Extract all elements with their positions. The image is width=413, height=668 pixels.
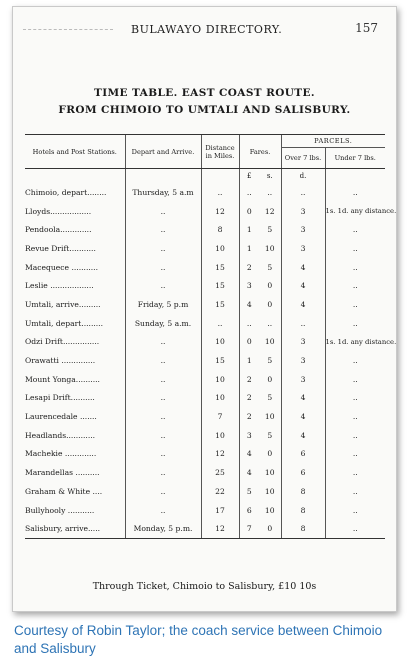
fare-pounds: 7 xyxy=(239,519,259,538)
parcel-under-7lbs: .. xyxy=(325,445,385,464)
depart-time: .. xyxy=(125,202,201,221)
distance-miles: .. xyxy=(201,314,239,333)
timetable-subtitle: FROM CHIMOIO TO UMTALI AND SALISBURY. xyxy=(58,104,351,116)
distance-miles: 12 xyxy=(201,445,239,464)
table-row xyxy=(25,276,385,295)
depart-time: .. xyxy=(125,482,201,501)
parcel-over-7lbs: 6 xyxy=(281,463,325,482)
table-row xyxy=(25,519,385,538)
fare-shillings: 10 xyxy=(264,243,275,253)
distance-miles: 12 xyxy=(201,202,239,221)
fare-shillings: 0 xyxy=(267,449,273,459)
table-row xyxy=(25,482,385,501)
fare-pounds: 0 xyxy=(239,202,259,221)
depart-time: .. xyxy=(125,407,201,426)
col-distance: Distance in Miles. xyxy=(201,135,239,169)
distance-miles: 17 xyxy=(201,501,239,520)
parcel-over-7lbs: 3 xyxy=(281,202,325,221)
parcel-under-7lbs: .. xyxy=(325,389,385,408)
fare-pounds: 1 xyxy=(239,239,259,258)
scanned-page xyxy=(12,6,397,612)
table-row xyxy=(25,351,385,370)
parcel-over-7lbs: 3 xyxy=(281,220,325,239)
parcel-under-7lbs: .. xyxy=(325,407,385,426)
fare-shillings: 5 xyxy=(267,430,273,440)
fare-pounds: 0 xyxy=(239,333,259,352)
depart-time: .. xyxy=(125,389,201,408)
col-under7: Under 7 lbs. xyxy=(325,148,385,169)
station-name: Salisbury, arrive..... xyxy=(25,519,125,538)
table-row xyxy=(25,220,385,239)
depart-time: .. xyxy=(125,333,201,352)
fare-pounds: 5 xyxy=(239,482,259,501)
fare-pounds: 3 xyxy=(239,426,259,445)
fare-pounds: 2 xyxy=(239,407,259,426)
image-caption: Courtesy of Robin Taylor; the coach service between Chimoio and Salisbury xyxy=(14,623,383,656)
station-name: Lloyds................. xyxy=(25,206,92,216)
depart-time: Monday, 5 p.m. xyxy=(125,519,201,538)
distance-miles: 10 xyxy=(201,370,239,389)
fare-shillings: 10 xyxy=(264,468,275,478)
fare-shillings: 10 xyxy=(264,505,275,515)
fare-pounds: 1 xyxy=(239,220,259,239)
depart-time: .. xyxy=(125,445,201,464)
table-row xyxy=(25,258,385,277)
fare-shillings: 5 xyxy=(267,393,273,403)
table-row xyxy=(25,239,385,258)
fare-shillings: 0 xyxy=(267,374,273,384)
table-row xyxy=(25,314,385,333)
station-name: Umtali, depart......... xyxy=(25,318,104,328)
depart-time: .. xyxy=(125,276,201,295)
parcel-over-7lbs: 4 xyxy=(281,295,325,314)
distance-miles: 15 xyxy=(201,351,239,370)
col-over7: Over 7 lbs. xyxy=(281,148,325,169)
station-name: Chimoio, depart........ xyxy=(25,187,107,197)
parcel-under-7lbs: .. xyxy=(325,482,385,501)
depart-time: .. xyxy=(125,351,201,370)
distance-miles: 10 xyxy=(201,389,239,408)
table-row xyxy=(25,389,385,408)
distance-miles: .. xyxy=(201,183,239,202)
col-parcels: PARCELS. xyxy=(281,135,385,148)
parcel-under-7lbs: .. xyxy=(325,276,385,295)
parcel-over-7lbs: 8 xyxy=(281,482,325,501)
distance-miles: 10 xyxy=(201,333,239,352)
depart-time: .. xyxy=(125,220,201,239)
fare-shillings: 5 xyxy=(267,356,273,366)
parcel-over-7lbs: 4 xyxy=(281,276,325,295)
fare-pounds: 2 xyxy=(239,389,259,408)
parcel-under-7lbs: .. xyxy=(325,183,385,202)
fare-pounds: 4 xyxy=(239,445,259,464)
parcel-under-7lbs: .. xyxy=(325,501,385,520)
fare-shillings: 12 xyxy=(264,206,275,216)
depart-time: .. xyxy=(125,426,201,445)
parcel-over-7lbs: 4 xyxy=(281,258,325,277)
distance-miles: 10 xyxy=(201,239,239,258)
fare-shillings: 5 xyxy=(267,225,273,235)
depart-time: Thursday, 5 a.m xyxy=(125,183,201,202)
depart-time: .. xyxy=(125,239,201,258)
fare-shillings: .. xyxy=(267,318,273,328)
table-row xyxy=(25,501,385,520)
parcel-under-7lbs: 1s. 1d. any distance. xyxy=(325,202,385,221)
parcel-over-7lbs: 8 xyxy=(281,519,325,538)
fare-pounds: 1 xyxy=(239,351,259,370)
distance-miles: 15 xyxy=(201,276,239,295)
station-name: Pendoola............. xyxy=(25,225,92,235)
table-row xyxy=(25,407,385,426)
col-fares: Fares. xyxy=(239,135,281,169)
station-name: Revue Drift........... xyxy=(25,243,96,253)
fare-pounds: 2 xyxy=(239,370,259,389)
depart-time: .. xyxy=(125,258,201,277)
table-row xyxy=(25,426,385,445)
station-name: Headlands............ xyxy=(25,430,96,440)
parcel-under-7lbs: .. xyxy=(325,314,385,333)
table-row xyxy=(25,183,385,202)
depart-time: .. xyxy=(125,463,201,482)
parcel-over-7lbs: 6 xyxy=(281,445,325,464)
table-row xyxy=(25,463,385,482)
parcel-under-7lbs: .. xyxy=(325,295,385,314)
station-name: Umtali, arrive......... xyxy=(25,299,101,309)
fare-pounds: 6 xyxy=(239,501,259,520)
col-depart: Depart and Arrive. xyxy=(125,135,201,169)
fare-pounds: .. xyxy=(239,183,259,202)
header-smudge xyxy=(23,29,113,31)
table-row xyxy=(25,445,385,464)
parcel-over-7lbs: 3 xyxy=(281,333,325,352)
station-name: Laurencedale ....... xyxy=(25,412,97,422)
fare-shillings: 5 xyxy=(267,262,273,272)
parcel-under-7lbs: .. xyxy=(325,351,385,370)
page-header xyxy=(13,23,396,43)
parcel-over-7lbs: .. xyxy=(281,314,325,333)
depart-time: Friday, 5 p.m xyxy=(125,295,201,314)
table-row xyxy=(25,333,385,352)
parcel-under-7lbs: .. xyxy=(325,220,385,239)
station-name: Odzi Drift............... xyxy=(25,337,100,347)
station-name: Leslie .................. xyxy=(25,281,94,291)
table-row xyxy=(25,202,385,221)
depart-time: .. xyxy=(125,501,201,520)
fare-shillings: 10 xyxy=(264,337,275,347)
station-name: Graham & White .... xyxy=(25,486,103,496)
station-name: Macequece ........... xyxy=(25,262,99,272)
col-stations: Hotels and Post Stations. xyxy=(25,135,125,169)
parcel-over-7lbs: 4 xyxy=(281,426,325,445)
parcel-under-7lbs: .. xyxy=(325,258,385,277)
fare-pounds: 4 xyxy=(239,295,259,314)
distance-miles: 7 xyxy=(201,407,239,426)
distance-miles: 22 xyxy=(201,482,239,501)
distance-miles: 10 xyxy=(201,426,239,445)
station-name: Orawatti .............. xyxy=(25,356,96,366)
station-name: Bullyhooly ........... xyxy=(25,505,95,515)
parcel-over-7lbs: .. xyxy=(281,183,325,202)
parcel-under-7lbs: .. xyxy=(325,426,385,445)
parcel-over-7lbs: 4 xyxy=(281,407,325,426)
fare-shillings: 10 xyxy=(264,412,275,422)
depart-time: Sunday, 5 a.m. xyxy=(125,314,201,333)
distance-miles: 25 xyxy=(201,463,239,482)
header-row xyxy=(25,135,385,148)
parcel-over-7lbs: 3 xyxy=(281,239,325,258)
distance-miles: 15 xyxy=(201,295,239,314)
distance-miles: 15 xyxy=(201,258,239,277)
parcel-under-7lbs: .. xyxy=(325,463,385,482)
fare-shillings: .. xyxy=(267,187,273,197)
through-ticket-note: Through Ticket, Chimoio to Salisbury, £10 10s xyxy=(92,581,317,592)
fare-pounds: 2 xyxy=(239,258,259,277)
fare-pounds: .. xyxy=(239,314,259,333)
unit-shillings: s. xyxy=(266,172,273,180)
parcel-over-7lbs: 8 xyxy=(281,501,325,520)
table-row xyxy=(25,370,385,389)
fare-shillings: 0 xyxy=(259,519,281,538)
distance-miles: 12 xyxy=(201,519,239,538)
parcel-under-7lbs: 1s. 1d. any distance. xyxy=(325,333,385,352)
unit-pounds: £ xyxy=(239,169,259,184)
parcel-over-7lbs: 3 xyxy=(281,370,325,389)
fare-shillings: 10 xyxy=(264,486,275,496)
station-name: Marandellas .......... xyxy=(25,468,100,478)
header-title: BULAWAYO DIRECTORY. xyxy=(131,23,283,36)
fare-shillings: 0 xyxy=(267,281,273,291)
units-row xyxy=(25,169,385,184)
parcel-under-7lbs: .. xyxy=(325,239,385,258)
page-number: 157 xyxy=(355,21,378,35)
fare-pounds: 4 xyxy=(239,463,259,482)
distance-miles: 8 xyxy=(201,220,239,239)
unit-pence: d. xyxy=(281,169,325,184)
parcel-under-7lbs: .. xyxy=(325,519,385,538)
parcel-over-7lbs: 4 xyxy=(281,389,325,408)
timetable-title: TIME TABLE. EAST COAST ROUTE. xyxy=(94,87,315,99)
station-name: Mount Yonga.......... xyxy=(25,374,100,384)
parcel-over-7lbs: 3 xyxy=(281,351,325,370)
depart-time: .. xyxy=(125,370,201,389)
table-row xyxy=(25,295,385,314)
timetable xyxy=(25,134,397,539)
fare-pounds: 3 xyxy=(239,276,259,295)
fare-shillings: 0 xyxy=(267,299,273,309)
station-name: Machekie ............. xyxy=(25,449,97,459)
station-name: Lesapi Drift.......... xyxy=(25,393,95,403)
parcel-under-7lbs: .. xyxy=(325,370,385,389)
